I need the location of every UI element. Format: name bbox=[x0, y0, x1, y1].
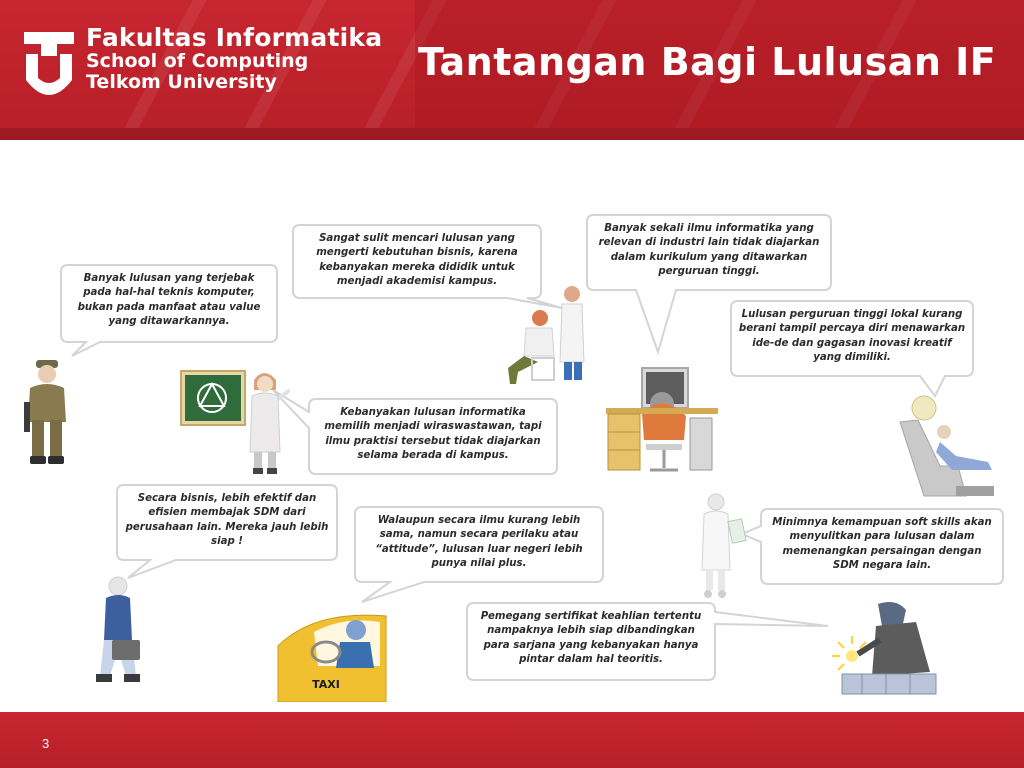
brand-school: School of Computing bbox=[86, 50, 309, 72]
bubble-text: Secara bisnis, lebih efektif dan efisien membajak SDM dari perusahaan lain. Mereka jauh lebih siap ! bbox=[125, 493, 329, 548]
telkom-logo-icon bbox=[22, 26, 76, 102]
speech-bubble-industry bbox=[586, 214, 832, 292]
chalkboard-icon bbox=[180, 370, 246, 426]
welder-figure bbox=[822, 596, 940, 700]
brand-faculty: Fakultas Informatika bbox=[86, 23, 383, 52]
taxi-sign-label: TAXI bbox=[312, 678, 340, 691]
brand-text bbox=[86, 24, 382, 92]
bubble-text: Banyak lulusan yang terjebak pada hal-hal teknis komputer, bukan pada manfaat atau value yang ditawarkannya. bbox=[77, 273, 261, 328]
businessman-figure bbox=[90, 576, 146, 688]
page-number: 3 bbox=[42, 736, 50, 751]
brand-university: Telkom University bbox=[86, 70, 277, 93]
bubble-text: Sangat sulit mencari lulusan yang mengerti kebutuhan bisnis, karena kebanyakan mereka dididik untuk menjadi akademisi kampus. bbox=[316, 233, 518, 288]
taxi-driver-figure bbox=[274, 606, 392, 702]
bubble-text: Pemegang sertifikat keahlian tertentu nampaknya lebih siap dibandingkan para sarjana yang kebanyakan hanya pintar dalam hal teoritis. bbox=[480, 611, 702, 666]
bubble-text: Lulusan perguruan tinggi lokal kurang berani tampil percaya diri menawarkan ide-de dan gagasan inovasi kreatif yang dimiliki. bbox=[738, 309, 966, 364]
bubble-text: Walaupun secara ilmu kurang lebih sama, namun secara perilaku atau “attitude”, lulusan luar negeri lebih punya nilai plus. bbox=[375, 515, 583, 570]
bubble-text: Kebanyakan lulusan informatika memilih menjadi wiraswastawan, tapi ilmu praktisi tersebut tidak diajarkan selama berada di kampus. bbox=[324, 407, 542, 462]
bubble-text: Minimnya kemampuan soft skills akan menyulitkan para lulusan dalam memenangkan persaingan dengan SDM negara lain. bbox=[772, 517, 992, 572]
slide-title: Tantangan Bagi Lulusan IF bbox=[418, 40, 997, 84]
speech-bubble-confidence bbox=[730, 300, 974, 378]
header-banner bbox=[0, 0, 1024, 140]
speech-bubble-softskills bbox=[760, 508, 1004, 586]
patient-chair-figure bbox=[896, 386, 1004, 504]
speech-bubble-hijack bbox=[116, 484, 338, 562]
speech-bubble-certificate bbox=[466, 602, 716, 682]
bubble-text: Banyak sekali ilmu informatika yang relevan di industri lain tidak diajarkan dalam kurikulum yang ditawarkan perguruan tinggi. bbox=[598, 223, 820, 278]
speech-bubble-entrepreneur bbox=[308, 398, 558, 476]
footer-bar bbox=[0, 712, 1024, 768]
students-figure bbox=[500, 282, 596, 390]
speech-bubble-technical bbox=[60, 264, 278, 346]
speech-bubble-attitude bbox=[354, 506, 604, 584]
doctor-figure bbox=[694, 490, 764, 602]
soldier-figure bbox=[22, 358, 72, 468]
teacher-figure bbox=[240, 368, 290, 476]
computer-desk-figure bbox=[606, 364, 718, 474]
